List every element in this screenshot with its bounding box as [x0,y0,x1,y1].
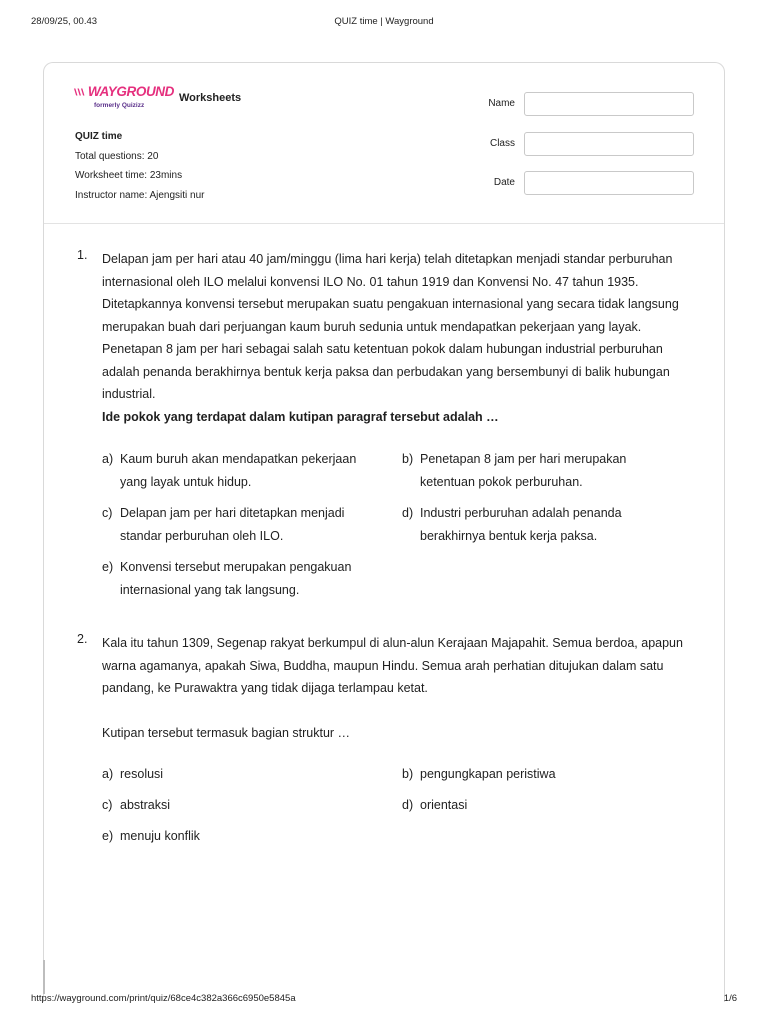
question-passage: Delapan jam per hari atau 40 jam/minggu (lima hari kerja) telah ditetapkan menjadi standar perburuhan internasional oleh ILO melalui konvensi ILO No. 01 tahun 1919 dan Konvensi No. 47 tahun 1935. Ditetapkannya konvensi tersebut merupakan suatu pengakuan internasional yang secara tidak langsung merupakan buah dari perjuangan kaum buruh sedunia untuk mendapatkan pekerjaan yang layak. Penetapan 8 jam per hari sebagai salah satu ketentuan pokok dalam hubungan industrial perburuhan adalah penanda berakhirnya bentuk kerja paksa dan perbudakan yang bersembunyi di balik hubungan industrial. [102,252,679,401]
option-letter: c) [102,506,113,520]
option-letter: c) [102,798,113,812]
option-e[interactable] [102,825,382,848]
name-field[interactable] [524,92,694,116]
question-text [102,632,702,744]
option-letter: a) [102,767,114,781]
option-letter: e) [102,829,114,843]
option-e[interactable] [102,556,382,602]
worksheet-time: Worksheet time: 23mins [75,170,183,181]
option-d[interactable] [402,794,682,817]
question-prompt: Ide pokok yang terdapat dalam kutipan paragraf tersebut adalah … [102,409,499,424]
question-text [102,248,702,428]
worksheet-header [44,63,724,224]
page-number: 1/6 [723,993,737,1004]
date-field[interactable] [524,171,694,195]
option-a[interactable] [102,448,382,494]
option-c[interactable] [102,502,382,548]
class-field[interactable] [524,132,694,156]
option-a[interactable] [102,763,382,786]
option-text: Kaum buruh akan mendapatkan pekerjaan yang layak untuk hidup. [120,452,357,489]
print-header [0,16,768,30]
option-text: Penetapan 8 jam per hari merupakan ketentuan pokok perburuhan. [420,452,627,489]
option-b[interactable] [402,763,682,786]
total-questions: Total questions: 20 [75,150,159,162]
name-label: Name [488,98,515,109]
wayground-logo [74,85,174,113]
option-letter: a) [102,452,114,466]
brand-formerly: formerly Quizizz [94,102,145,109]
option-b[interactable] [402,448,682,494]
option-text: Industri perburuhan adalah penanda berakhirnya bentuk kerja paksa. [420,506,622,543]
page-edge-line [43,960,45,994]
worksheet-card [43,62,725,1002]
option-text: resolusi [120,767,164,781]
option-letter: d) [402,798,414,812]
print-datetime: 28/09/25, 00.43 [31,16,98,27]
option-text: pengungkapan peristiwa [420,767,556,781]
option-letter: b) [402,767,414,781]
option-text: orientasi [420,798,468,812]
date-label: Date [493,177,515,188]
option-d[interactable] [402,502,682,548]
product-label: Worksheets [179,92,242,104]
question-prompt: Kutipan tersebut termasuk bagian struktur … [102,725,351,740]
quiz-meta [75,127,205,205]
option-letter: b) [402,452,414,466]
question-number: 2. [77,632,88,646]
option-letter: d) [402,506,414,520]
option-text: Delapan jam per hari ditetapkan menjadi standar perburuhan oleh ILO. [120,506,345,543]
print-url: https://wayground.com/print/quiz/68ce4c382a366c6950e5845a [31,993,296,1004]
instructor-name: Instructor name: Ajengsiti nur [75,189,205,201]
print-title: QUIZ time | Wayground [334,16,434,27]
brand-name: WAYGROUND [87,84,174,99]
option-text: Konvensi tersebut merupakan pengakuan internasional yang tak langsung. [120,560,352,597]
option-text: menuju konflik [120,829,200,843]
option-c[interactable] [102,794,382,817]
wayground-logo-icon [74,86,86,98]
question-number: 1. [77,248,88,262]
quiz-title: QUIZ time [75,131,123,142]
class-label: Class [489,138,515,149]
question-passage: Kala itu tahun 1309, Segenap rakyat berkumpul di alun-alun Kerajaan Majapahit. Semua berdoa, apapun warna agamanya, apakah Siwa, Buddha, maupun Hindu. Semua arah perhatian ditujukan dalam satu pandang, ke Purawaktra yang tidak dijaga terlampau ketat. [102,636,683,695]
option-text: abstraksi [120,798,171,812]
option-letter: e) [102,560,114,574]
